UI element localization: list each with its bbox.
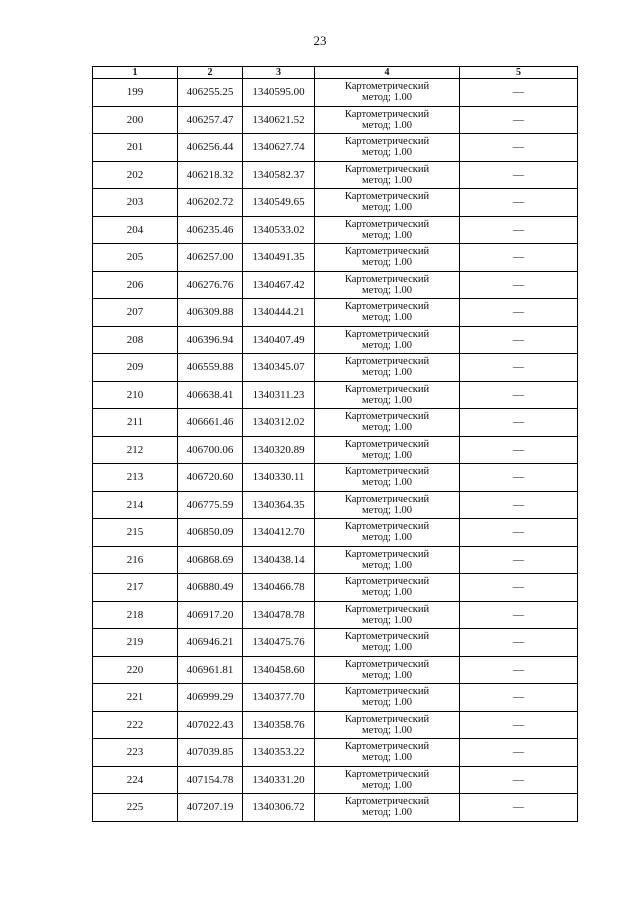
method-accuracy: метод; 1.00 (362, 147, 412, 159)
column-5-cell: — (460, 189, 578, 217)
method-name: Картометрический (344, 218, 430, 230)
y-coordinate-cell: 1340467.42 (243, 271, 315, 299)
y-coordinate-cell: 1340444.21 (243, 299, 315, 327)
method-cell (315, 299, 460, 327)
y-coordinate-cell: 1340478.78 (243, 601, 315, 629)
method-name: Картометрический (344, 191, 430, 203)
point-number-cell: 203 (93, 189, 178, 217)
method-name: Картометрический (344, 163, 430, 175)
method-name: Картометрический (344, 658, 430, 670)
method-cell (315, 409, 460, 437)
method-name: Картометрический (344, 768, 430, 780)
column-5-cell: — (460, 766, 578, 794)
method-accuracy: метод; 1.00 (362, 669, 412, 681)
table-row (93, 519, 578, 547)
method-name: Картометрический (344, 713, 430, 725)
point-number-cell: 217 (93, 574, 178, 602)
method-name: Картометрический (344, 108, 430, 120)
point-number-cell: 223 (93, 739, 178, 767)
y-coordinate-cell: 1340358.76 (243, 711, 315, 739)
method-cell (315, 766, 460, 794)
point-number-cell: 206 (93, 271, 178, 299)
method-accuracy: метод; 1.00 (362, 752, 412, 764)
y-coordinate-cell: 1340364.35 (243, 491, 315, 519)
table-header-row (93, 67, 578, 79)
table-row (93, 381, 578, 409)
method-cell (315, 381, 460, 409)
table-row (93, 574, 578, 602)
x-coordinate-cell: 406720.60 (178, 464, 243, 492)
x-coordinate-cell: 406202.72 (178, 189, 243, 217)
y-coordinate-cell: 1340491.35 (243, 244, 315, 272)
y-coordinate-cell: 1340533.02 (243, 216, 315, 244)
column-header-5: 5 (460, 67, 578, 79)
method-accuracy: метод; 1.00 (362, 257, 412, 269)
method-name: Картометрический (344, 741, 430, 753)
method-accuracy: метод; 1.00 (362, 532, 412, 544)
table-row (93, 326, 578, 354)
method-cell (315, 601, 460, 629)
method-name: Картометрический (344, 301, 430, 313)
table-row (93, 629, 578, 657)
point-number-cell: 224 (93, 766, 178, 794)
method-accuracy: метод; 1.00 (362, 642, 412, 654)
method-accuracy: метод; 1.00 (362, 724, 412, 736)
y-coordinate-cell: 1340627.74 (243, 134, 315, 162)
y-coordinate-cell: 1340407.49 (243, 326, 315, 354)
point-number-cell: 225 (93, 794, 178, 822)
column-5-cell: — (460, 739, 578, 767)
method-name: Картометрический (344, 246, 430, 258)
table-row (93, 189, 578, 217)
method-accuracy: метод; 1.00 (362, 697, 412, 709)
x-coordinate-cell: 406255.25 (178, 79, 243, 107)
method-accuracy: метод; 1.00 (362, 587, 412, 599)
x-coordinate-cell: 406559.88 (178, 354, 243, 382)
method-accuracy: метод; 1.00 (362, 312, 412, 324)
method-cell (315, 711, 460, 739)
method-name: Картометрический (344, 466, 430, 478)
x-coordinate-cell: 406775.59 (178, 491, 243, 519)
method-cell (315, 491, 460, 519)
method-cell (315, 519, 460, 547)
point-number-cell: 216 (93, 546, 178, 574)
table-row (93, 656, 578, 684)
y-coordinate-cell: 1340353.22 (243, 739, 315, 767)
method-accuracy: метод; 1.00 (362, 119, 412, 131)
method-name: Картометрический (344, 438, 430, 450)
method-name: Картометрический (344, 576, 430, 588)
column-5-cell: — (460, 574, 578, 602)
column-5-cell: — (460, 216, 578, 244)
column-header-1: 1 (93, 67, 178, 79)
method-accuracy: метод; 1.00 (362, 807, 412, 819)
point-number-cell: 211 (93, 409, 178, 437)
x-coordinate-cell: 406235.46 (178, 216, 243, 244)
point-number-cell: 215 (93, 519, 178, 547)
method-accuracy: метод; 1.00 (362, 394, 412, 406)
column-5-cell: — (460, 684, 578, 712)
table-row (93, 161, 578, 189)
x-coordinate-cell: 406700.06 (178, 436, 243, 464)
y-coordinate-cell: 1340306.72 (243, 794, 315, 822)
column-header-4: 4 (315, 67, 460, 79)
column-5-cell: — (460, 409, 578, 437)
x-coordinate-cell: 406256.44 (178, 134, 243, 162)
method-name: Картометрический (344, 136, 430, 148)
method-name: Картометрический (344, 81, 430, 93)
method-accuracy: метод; 1.00 (362, 339, 412, 351)
point-number-cell: 213 (93, 464, 178, 492)
column-5-cell: — (460, 794, 578, 822)
x-coordinate-cell: 406999.29 (178, 684, 243, 712)
point-number-cell: 201 (93, 134, 178, 162)
x-coordinate-cell: 406396.94 (178, 326, 243, 354)
method-accuracy: метод; 1.00 (362, 284, 412, 296)
table-row (93, 766, 578, 794)
column-5-cell: — (460, 629, 578, 657)
x-coordinate-cell: 406946.21 (178, 629, 243, 657)
point-number-cell: 202 (93, 161, 178, 189)
method-name: Картометрический (344, 796, 430, 808)
method-accuracy: метод; 1.00 (362, 92, 412, 104)
point-number-cell: 199 (93, 79, 178, 107)
y-coordinate-cell: 1340330.11 (243, 464, 315, 492)
x-coordinate-cell: 406276.76 (178, 271, 243, 299)
method-cell (315, 629, 460, 657)
column-header-3: 3 (243, 67, 315, 79)
y-coordinate-cell: 1340412.70 (243, 519, 315, 547)
y-coordinate-cell: 1340621.52 (243, 106, 315, 134)
point-number-cell: 221 (93, 684, 178, 712)
column-5-cell: — (460, 326, 578, 354)
method-accuracy: метод; 1.00 (362, 559, 412, 571)
method-cell (315, 656, 460, 684)
method-cell (315, 354, 460, 382)
table-row (93, 244, 578, 272)
column-5-cell: — (460, 491, 578, 519)
y-coordinate-cell: 1340438.14 (243, 546, 315, 574)
method-name: Картометрический (344, 273, 430, 285)
y-coordinate-cell: 1340331.20 (243, 766, 315, 794)
method-name: Картометрический (344, 686, 430, 698)
page-number: 23 (313, 33, 327, 48)
y-coordinate-cell: 1340582.37 (243, 161, 315, 189)
x-coordinate-cell: 406868.69 (178, 546, 243, 574)
method-name: Картометрический (344, 521, 430, 533)
method-cell (315, 326, 460, 354)
column-5-cell: — (460, 79, 578, 107)
method-accuracy: метод; 1.00 (362, 477, 412, 489)
column-5-cell: — (460, 546, 578, 574)
method-cell (315, 134, 460, 162)
column-header-2: 2 (178, 67, 243, 79)
point-number-cell: 208 (93, 326, 178, 354)
method-accuracy: метод; 1.00 (362, 504, 412, 516)
x-coordinate-cell: 406309.88 (178, 299, 243, 327)
table-row (93, 409, 578, 437)
coordinates-table (92, 66, 578, 822)
table-row (93, 271, 578, 299)
column-5-cell: — (460, 244, 578, 272)
x-coordinate-cell: 406850.09 (178, 519, 243, 547)
y-coordinate-cell: 1340466.78 (243, 574, 315, 602)
method-name: Картометрический (344, 631, 430, 643)
y-coordinate-cell: 1340311.23 (243, 381, 315, 409)
column-5-cell: — (460, 464, 578, 492)
method-accuracy: метод; 1.00 (362, 449, 412, 461)
table-row (93, 299, 578, 327)
table-row (93, 436, 578, 464)
column-5-cell: — (460, 601, 578, 629)
point-number-cell: 219 (93, 629, 178, 657)
point-number-cell: 205 (93, 244, 178, 272)
column-5-cell: — (460, 134, 578, 162)
point-number-cell: 207 (93, 299, 178, 327)
table-row (93, 354, 578, 382)
column-5-cell: — (460, 711, 578, 739)
x-coordinate-cell: 406638.41 (178, 381, 243, 409)
table-row (93, 134, 578, 162)
method-accuracy: метод; 1.00 (362, 202, 412, 214)
y-coordinate-cell: 1340549.65 (243, 189, 315, 217)
x-coordinate-cell: 407022.43 (178, 711, 243, 739)
table-row (93, 491, 578, 519)
method-cell (315, 79, 460, 107)
table-row (93, 216, 578, 244)
method-accuracy: метод; 1.00 (362, 367, 412, 379)
method-cell (315, 546, 460, 574)
point-number-cell: 204 (93, 216, 178, 244)
column-5-cell: — (460, 161, 578, 189)
method-accuracy: метод; 1.00 (362, 614, 412, 626)
method-name: Картометрический (344, 411, 430, 423)
method-accuracy: метод; 1.00 (362, 422, 412, 434)
column-5-cell: — (460, 106, 578, 134)
point-number-cell: 222 (93, 711, 178, 739)
method-cell (315, 189, 460, 217)
table-row (93, 79, 578, 107)
x-coordinate-cell: 406961.81 (178, 656, 243, 684)
method-name: Картометрический (344, 493, 430, 505)
method-cell (315, 216, 460, 244)
method-accuracy: метод; 1.00 (362, 174, 412, 186)
method-cell (315, 106, 460, 134)
table-body (93, 79, 578, 822)
point-number-cell: 218 (93, 601, 178, 629)
x-coordinate-cell: 406880.49 (178, 574, 243, 602)
column-5-cell: — (460, 436, 578, 464)
y-coordinate-cell: 1340377.70 (243, 684, 315, 712)
method-name: Картометрический (344, 356, 430, 368)
x-coordinate-cell: 407039.85 (178, 739, 243, 767)
method-cell (315, 684, 460, 712)
point-number-cell: 214 (93, 491, 178, 519)
x-coordinate-cell: 407154.78 (178, 766, 243, 794)
method-name: Картометрический (344, 328, 430, 340)
x-coordinate-cell: 407207.19 (178, 794, 243, 822)
x-coordinate-cell: 406257.00 (178, 244, 243, 272)
table-row (93, 464, 578, 492)
y-coordinate-cell: 1340345.07 (243, 354, 315, 382)
method-name: Картометрический (344, 383, 430, 395)
point-number-cell: 220 (93, 656, 178, 684)
point-number-cell: 209 (93, 354, 178, 382)
table-row (93, 739, 578, 767)
x-coordinate-cell: 406661.46 (178, 409, 243, 437)
column-5-cell: — (460, 381, 578, 409)
point-number-cell: 200 (93, 106, 178, 134)
method-name: Картометрический (344, 548, 430, 560)
method-cell (315, 271, 460, 299)
y-coordinate-cell: 1340458.60 (243, 656, 315, 684)
y-coordinate-cell: 1340320.89 (243, 436, 315, 464)
y-coordinate-cell: 1340312.02 (243, 409, 315, 437)
column-5-cell: — (460, 354, 578, 382)
table-row (93, 601, 578, 629)
table-row (93, 546, 578, 574)
table-row (93, 106, 578, 134)
table-row (93, 794, 578, 822)
method-cell (315, 794, 460, 822)
method-name: Картометрический (344, 603, 430, 615)
point-number-cell: 212 (93, 436, 178, 464)
method-cell (315, 244, 460, 272)
table-row (93, 711, 578, 739)
column-5-cell: — (460, 299, 578, 327)
x-coordinate-cell: 406917.20 (178, 601, 243, 629)
method-cell (315, 464, 460, 492)
y-coordinate-cell: 1340595.00 (243, 79, 315, 107)
point-number-cell: 210 (93, 381, 178, 409)
column-5-cell: — (460, 656, 578, 684)
method-accuracy: метод; 1.00 (362, 779, 412, 791)
y-coordinate-cell: 1340475.76 (243, 629, 315, 657)
column-5-cell: — (460, 519, 578, 547)
method-cell (315, 574, 460, 602)
method-accuracy: метод; 1.00 (362, 229, 412, 241)
method-cell (315, 739, 460, 767)
method-cell (315, 161, 460, 189)
method-cell (315, 436, 460, 464)
x-coordinate-cell: 406218.32 (178, 161, 243, 189)
column-5-cell: — (460, 271, 578, 299)
x-coordinate-cell: 406257.47 (178, 106, 243, 134)
table-row (93, 684, 578, 712)
